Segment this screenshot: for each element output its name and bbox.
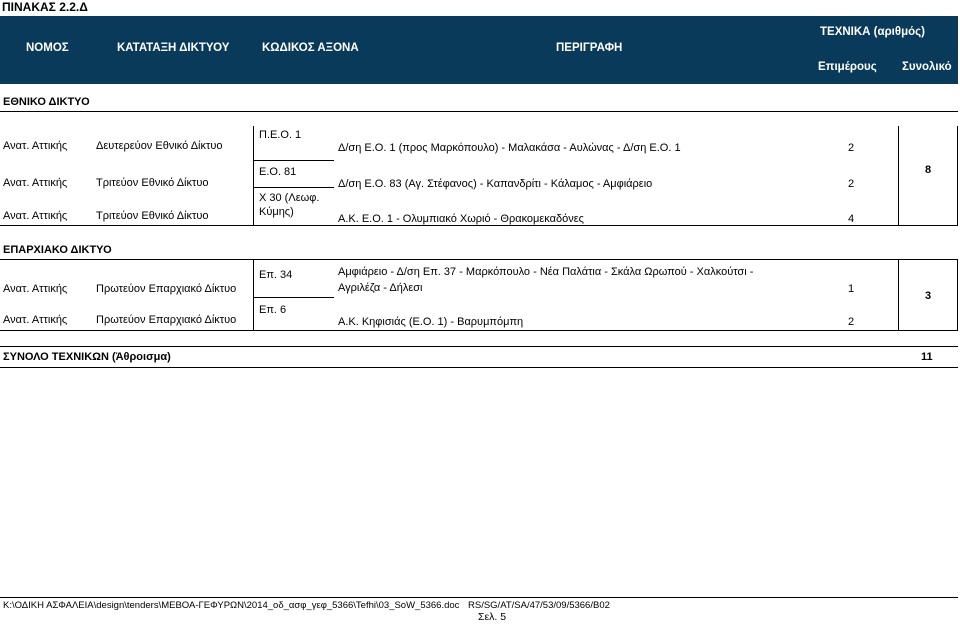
row3-epimerous: 4 bbox=[848, 213, 855, 225]
grid-line bbox=[0, 367, 958, 368]
grid-line bbox=[0, 346, 958, 347]
row4-katataxi: Πρωτεύον Επαρχιακό Δίκτυο bbox=[96, 283, 237, 295]
row1-katataxi: Δευτερεύον Εθνικό Δίκτυο bbox=[96, 140, 223, 152]
section-title-national: ΕΘΝΙΚΟ ΔΙΚΤΥΟ bbox=[3, 96, 90, 108]
total-label: ΣΥΝΟΛΟ ΤΕΧΝΙΚΩΝ (Άθροισμα) bbox=[3, 351, 171, 363]
grid-line bbox=[0, 259, 958, 260]
row2-nomos: Ανατ. Αττικής bbox=[3, 177, 68, 189]
grid-line bbox=[957, 260, 958, 331]
row5-kodikos: Επ. 6 bbox=[259, 304, 287, 316]
row4-perigrafi-line2: Αγριλέζα - Δήλεσι bbox=[338, 282, 423, 294]
row4-nomos: Ανατ. Αττικής bbox=[3, 283, 68, 295]
grid-line bbox=[898, 126, 899, 226]
doc-title: ΠΙΝΑΚΑΣ 2.2.Δ bbox=[2, 0, 88, 14]
grid-line bbox=[898, 260, 899, 331]
row3-nomos: Ανατ. Αττικής bbox=[3, 210, 68, 222]
regional-synoliko: 3 bbox=[925, 290, 932, 302]
row1-perigrafi: Δ/ση Ε.Ο. 1 (προς Μαρκόπουλο) - Μαλακάσα - Αυλώνας - Δ/ση Ε.Ο. 1 bbox=[338, 142, 681, 154]
footer-divider bbox=[0, 597, 958, 598]
page-number: Σελ. 5 bbox=[478, 611, 507, 623]
row2-katataxi: Τριτεύον Εθνικό Δίκτυο bbox=[96, 177, 209, 189]
divider bbox=[0, 111, 958, 112]
total-value: 11 bbox=[921, 351, 933, 363]
header-kodikos: ΚΩΔΙΚΟΣ ΑΞΟΝΑ bbox=[262, 42, 359, 54]
row1-epimerous: 2 bbox=[848, 142, 855, 154]
row2-perigrafi: Δ/ση Ε.Ο. 83 (Αγ. Στέφανος) - Καπανδρίτι - Κάλαμος - Αμφιάρειο bbox=[338, 178, 653, 190]
row3-kodikos-line1: Χ 30 (Λεωφ. bbox=[259, 192, 320, 204]
grid-line bbox=[0, 330, 958, 331]
row5-perigrafi: Α.Κ. Κηφισιάς (Ε.Ο. 1) - Βαρυμπόμπη bbox=[338, 316, 524, 328]
header-texnika: ΤΕΧΝΙΚΑ (αριθμός) bbox=[820, 26, 925, 38]
row2-kodikos: Ε.Ο. 81 bbox=[259, 166, 297, 178]
grid-line bbox=[254, 297, 334, 298]
footer-path: K:\ΟΔΙΚΗ ΑΣΦΑΛΕΙΑ\design\tenders\ΜΕΒΟΑ-ΓΕΦΥΡΩΝ\2014_οδ_ασφ_γεφ_5366\Tefhi\03_SoW_5366.doc bbox=[3, 600, 460, 611]
row1-nomos: Ανατ. Αττικής bbox=[3, 140, 68, 152]
row3-katataxi: Τριτεύον Εθνικό Δίκτυο bbox=[96, 210, 209, 222]
row5-epimerous: 2 bbox=[848, 316, 855, 328]
grid-line bbox=[957, 126, 958, 226]
footer-code: RS/SG/AT/SA/47/53/09/5366/B02 bbox=[468, 600, 610, 611]
row4-kodikos: Επ. 34 bbox=[259, 269, 293, 281]
header-nomos: ΝΟΜΟΣ bbox=[26, 42, 69, 54]
row4-perigrafi-line1: Αμφιάρειο - Δ/ση Επ. 37 - Μαρκόπουλο - Νέα Παλάτια - Σκάλα Ωρωπού - Χαλκούτσι - bbox=[338, 266, 754, 278]
header-katataxi: ΚΑΤΑΤΑΞΗ ΔΙΚΤΥΟΥ bbox=[117, 42, 230, 54]
row3-perigrafi: Α.Κ. Ε.Ο. 1 - Ολυμπιακό Χωριό - Θρακομεκαδόνες bbox=[338, 213, 584, 225]
grid-line bbox=[253, 260, 254, 331]
row3-kodikos-line2: Κύμης) bbox=[259, 206, 294, 218]
grid-line bbox=[254, 160, 334, 161]
section-title-regional: ΕΠΑΡΧΙΑΚΟ ΔΙΚΤΥΟ bbox=[3, 244, 112, 256]
row2-epimerous: 2 bbox=[848, 178, 855, 190]
grid-line bbox=[253, 126, 254, 226]
header-perigrafi: ΠΕΡΙΓΡΑΦΗ bbox=[556, 42, 623, 54]
header-epimerous: Επιμέρους bbox=[818, 61, 877, 73]
row4-epimerous: 1 bbox=[848, 283, 855, 295]
row5-nomos: Ανατ. Αττικής bbox=[3, 314, 68, 326]
header-synoliko: Συνολικό bbox=[902, 61, 952, 73]
grid-line bbox=[254, 187, 334, 188]
grid-line bbox=[0, 225, 958, 226]
national-synoliko: 8 bbox=[925, 164, 932, 176]
row1-kodikos: Π.Ε.Ο. 1 bbox=[259, 129, 302, 141]
row5-katataxi: Πρωτεύον Επαρχιακό Δίκτυο bbox=[96, 314, 237, 326]
